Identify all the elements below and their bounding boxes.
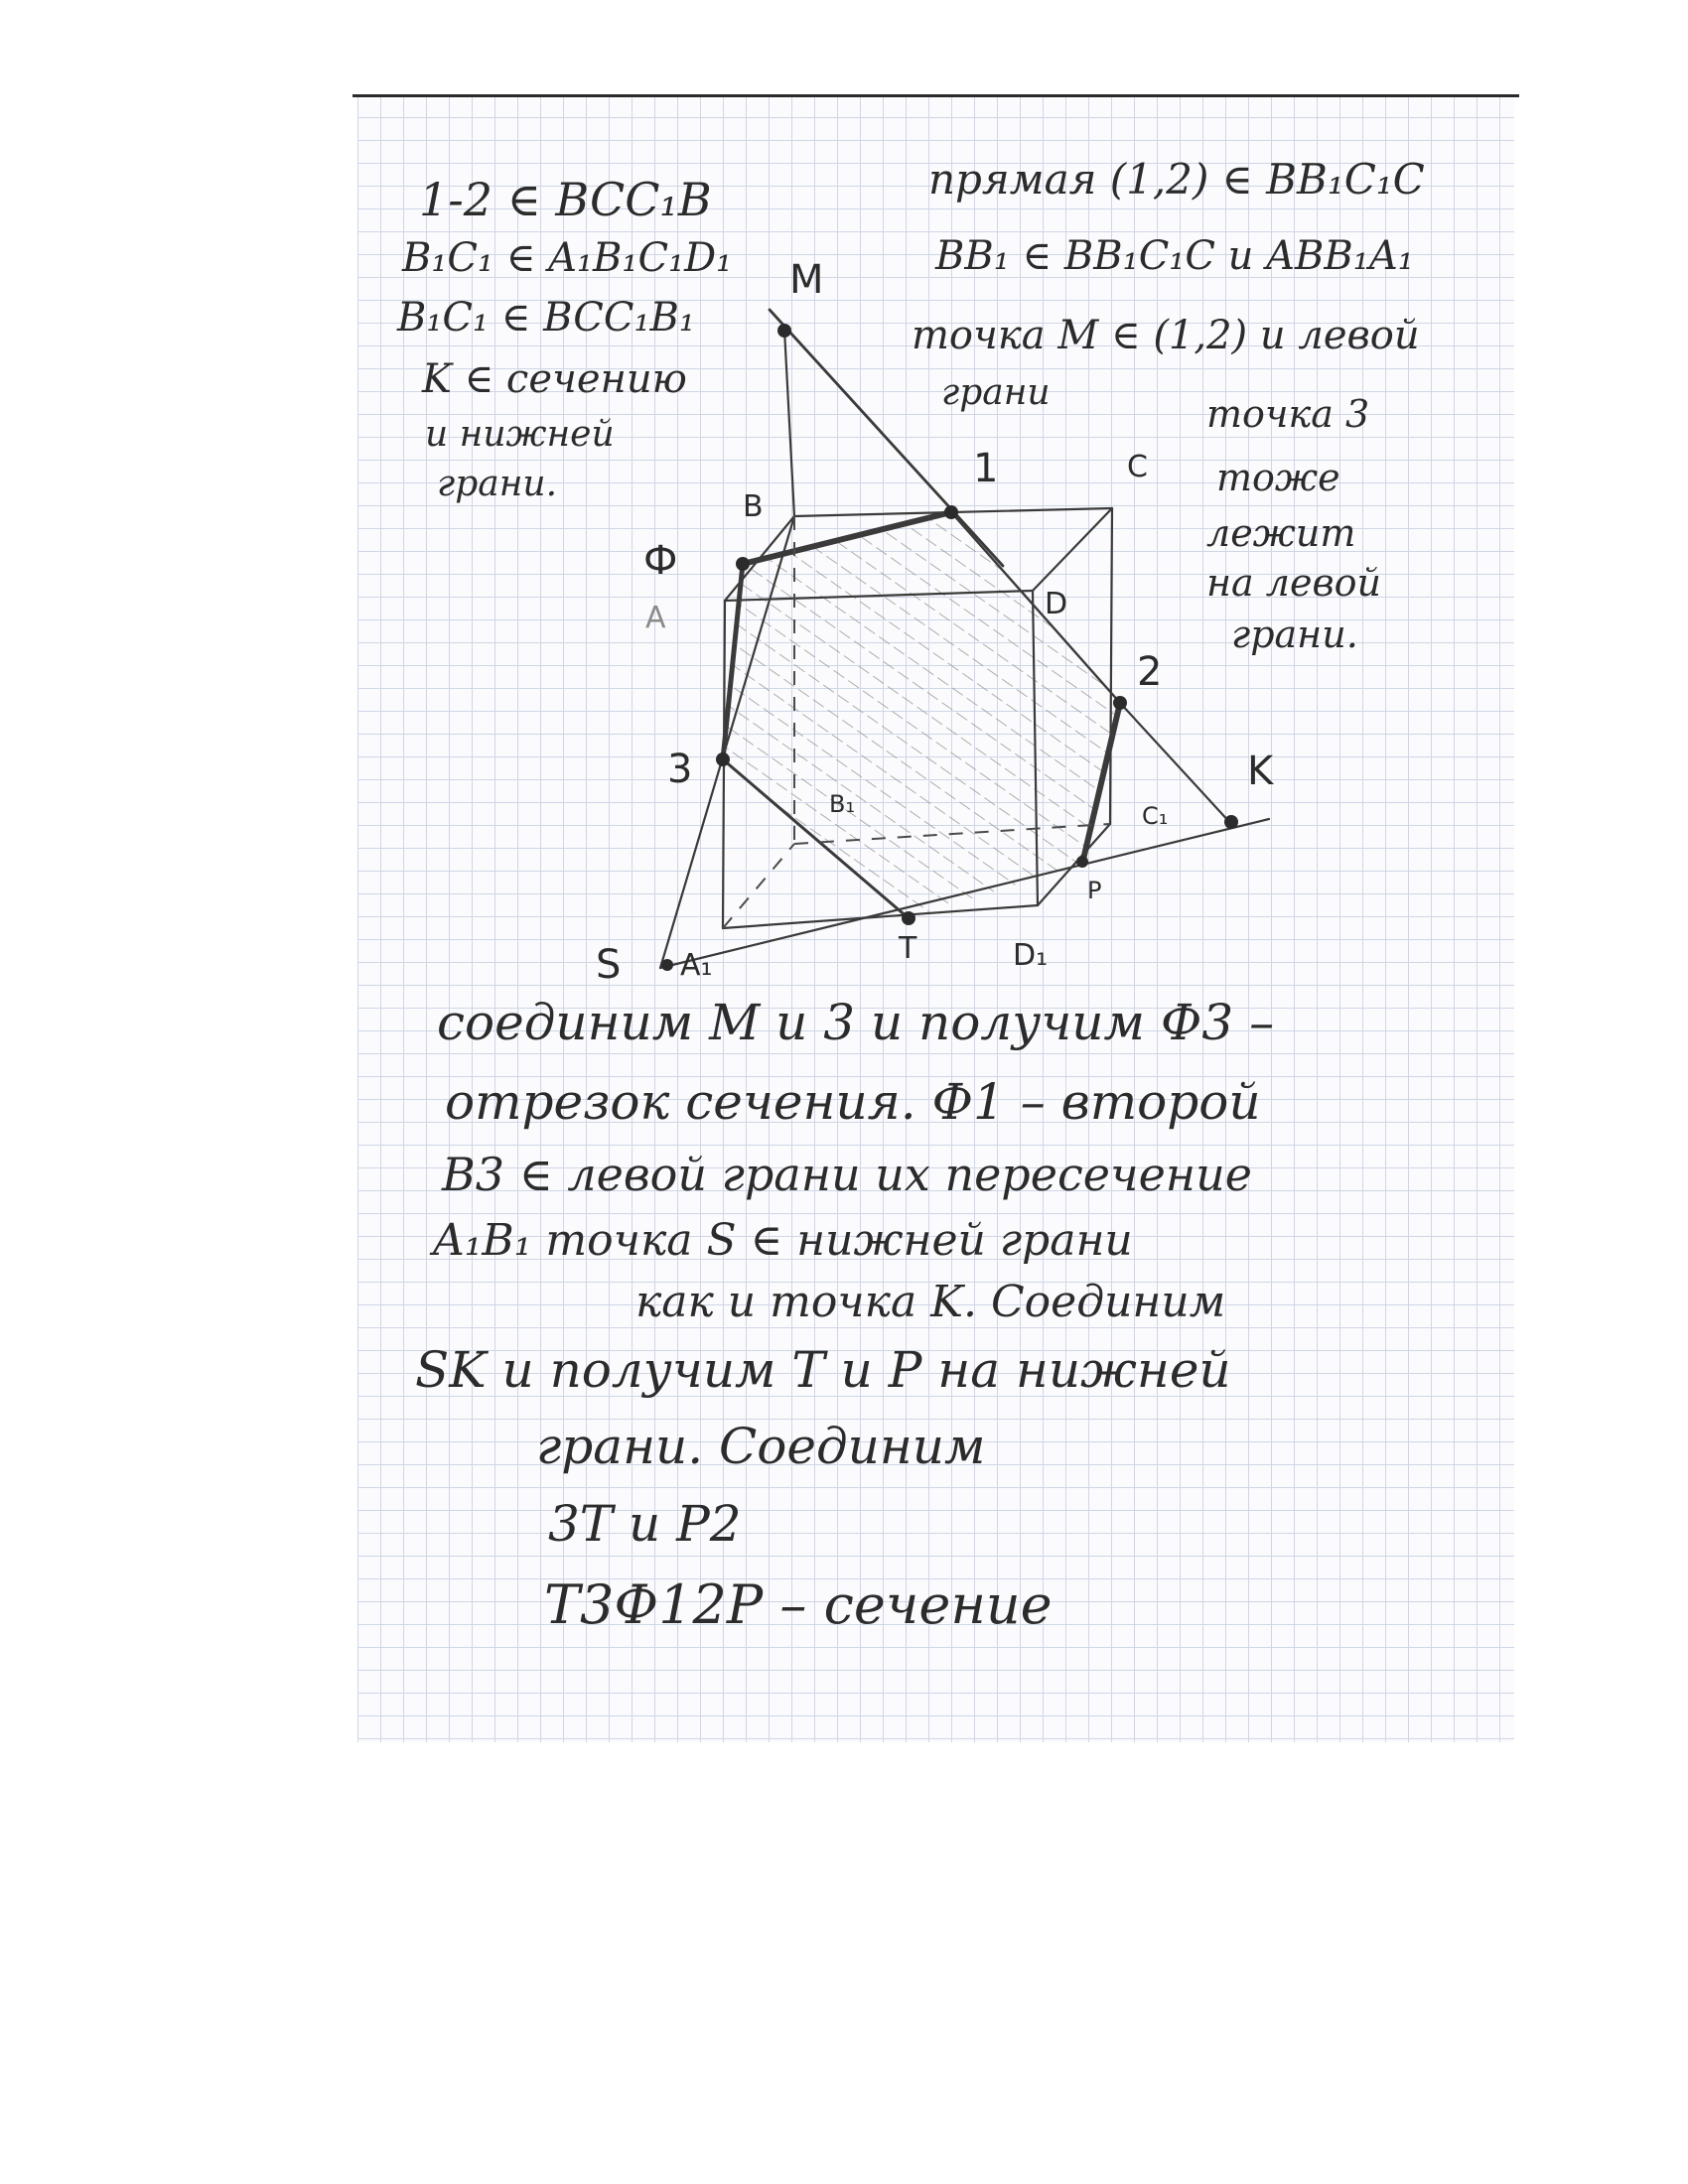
text-line: A₁B₁ точка S ∈ нижней грани (433, 1215, 1133, 1266)
note-right-line: прямая (1,2) ∈ BB₁C₁C (928, 155, 1425, 204)
edge-A1D1 (723, 905, 1038, 928)
note-left-line: 1-2 ∈ BCC₁B (419, 173, 712, 226)
label-B1: B₁ (829, 790, 856, 818)
edge-CD (1033, 508, 1112, 591)
label-K: K (1247, 749, 1274, 794)
label-3: 3 (667, 747, 693, 792)
text-line: SK и получим T и P на нижней (415, 1341, 1231, 1399)
text-line: соединим M и 3 и получим Ф3 – (437, 994, 1275, 1051)
label-C1: C₁ (1142, 802, 1169, 830)
label-F: Ф (643, 538, 678, 584)
note-right2-line: лежит (1206, 511, 1356, 555)
label-M: M (789, 257, 824, 303)
point-S (661, 959, 673, 971)
point-K (1224, 815, 1238, 829)
note-right2-line: точка 3 (1206, 392, 1370, 436)
note-left-line: K ∈ сечению (422, 356, 687, 402)
line-M-B (784, 330, 794, 516)
point-T (902, 911, 915, 925)
label-D: D (1045, 587, 1068, 621)
label-T: T (899, 931, 917, 966)
point-M (777, 324, 791, 338)
text-line: отрезок сечения. Ф1 – второй (445, 1073, 1261, 1131)
hidden-edge-A1B1 (723, 844, 794, 928)
note-right2-line: на левой (1206, 561, 1381, 605)
note-left-line: грани. (437, 464, 558, 504)
point-P (1076, 856, 1088, 868)
note-right2-line: грани. (1231, 613, 1358, 656)
point-F (736, 557, 750, 571)
label-P: P (1087, 877, 1102, 904)
label-A1: A₁ (680, 948, 713, 983)
line-2-K (1120, 703, 1231, 824)
point-1 (944, 505, 958, 519)
note-left-line: B₁C₁ ∈ A₁B₁C₁D₁ (402, 235, 733, 281)
note-right-line: грани (941, 372, 1051, 413)
edge-CC1 (1110, 508, 1112, 824)
text-line: грани. Соединим (536, 1418, 986, 1475)
label-2: 2 (1137, 649, 1163, 695)
text-line: T3Ф12P – сечение (544, 1573, 1053, 1636)
section-hatch (723, 512, 1120, 918)
label-C: C (1127, 450, 1148, 484)
note-right-line: BB₁ ∈ BB₁C₁C и ABB₁A₁ (935, 233, 1414, 279)
label-D1: D₁ (1013, 938, 1049, 973)
note-left-line: B₁C₁ ∈ BCC₁B₁ (397, 295, 695, 341)
label-B: B (743, 489, 764, 524)
point-2 (1113, 696, 1127, 710)
note-right-line: точка M ∈ (1,2) и левой (912, 313, 1420, 358)
label-A: A (645, 601, 666, 635)
label-1: 1 (973, 446, 999, 491)
note-right2-line: тоже (1216, 456, 1340, 499)
text-line: B3 ∈ левой грани их пересечение (442, 1148, 1252, 1201)
point-3 (716, 752, 730, 766)
text-line: 3T и P2 (548, 1495, 742, 1553)
text-line: как и точка K. Соединим (635, 1277, 1226, 1327)
note-left-line: и нижней (425, 414, 615, 455)
label-S: S (596, 942, 622, 988)
